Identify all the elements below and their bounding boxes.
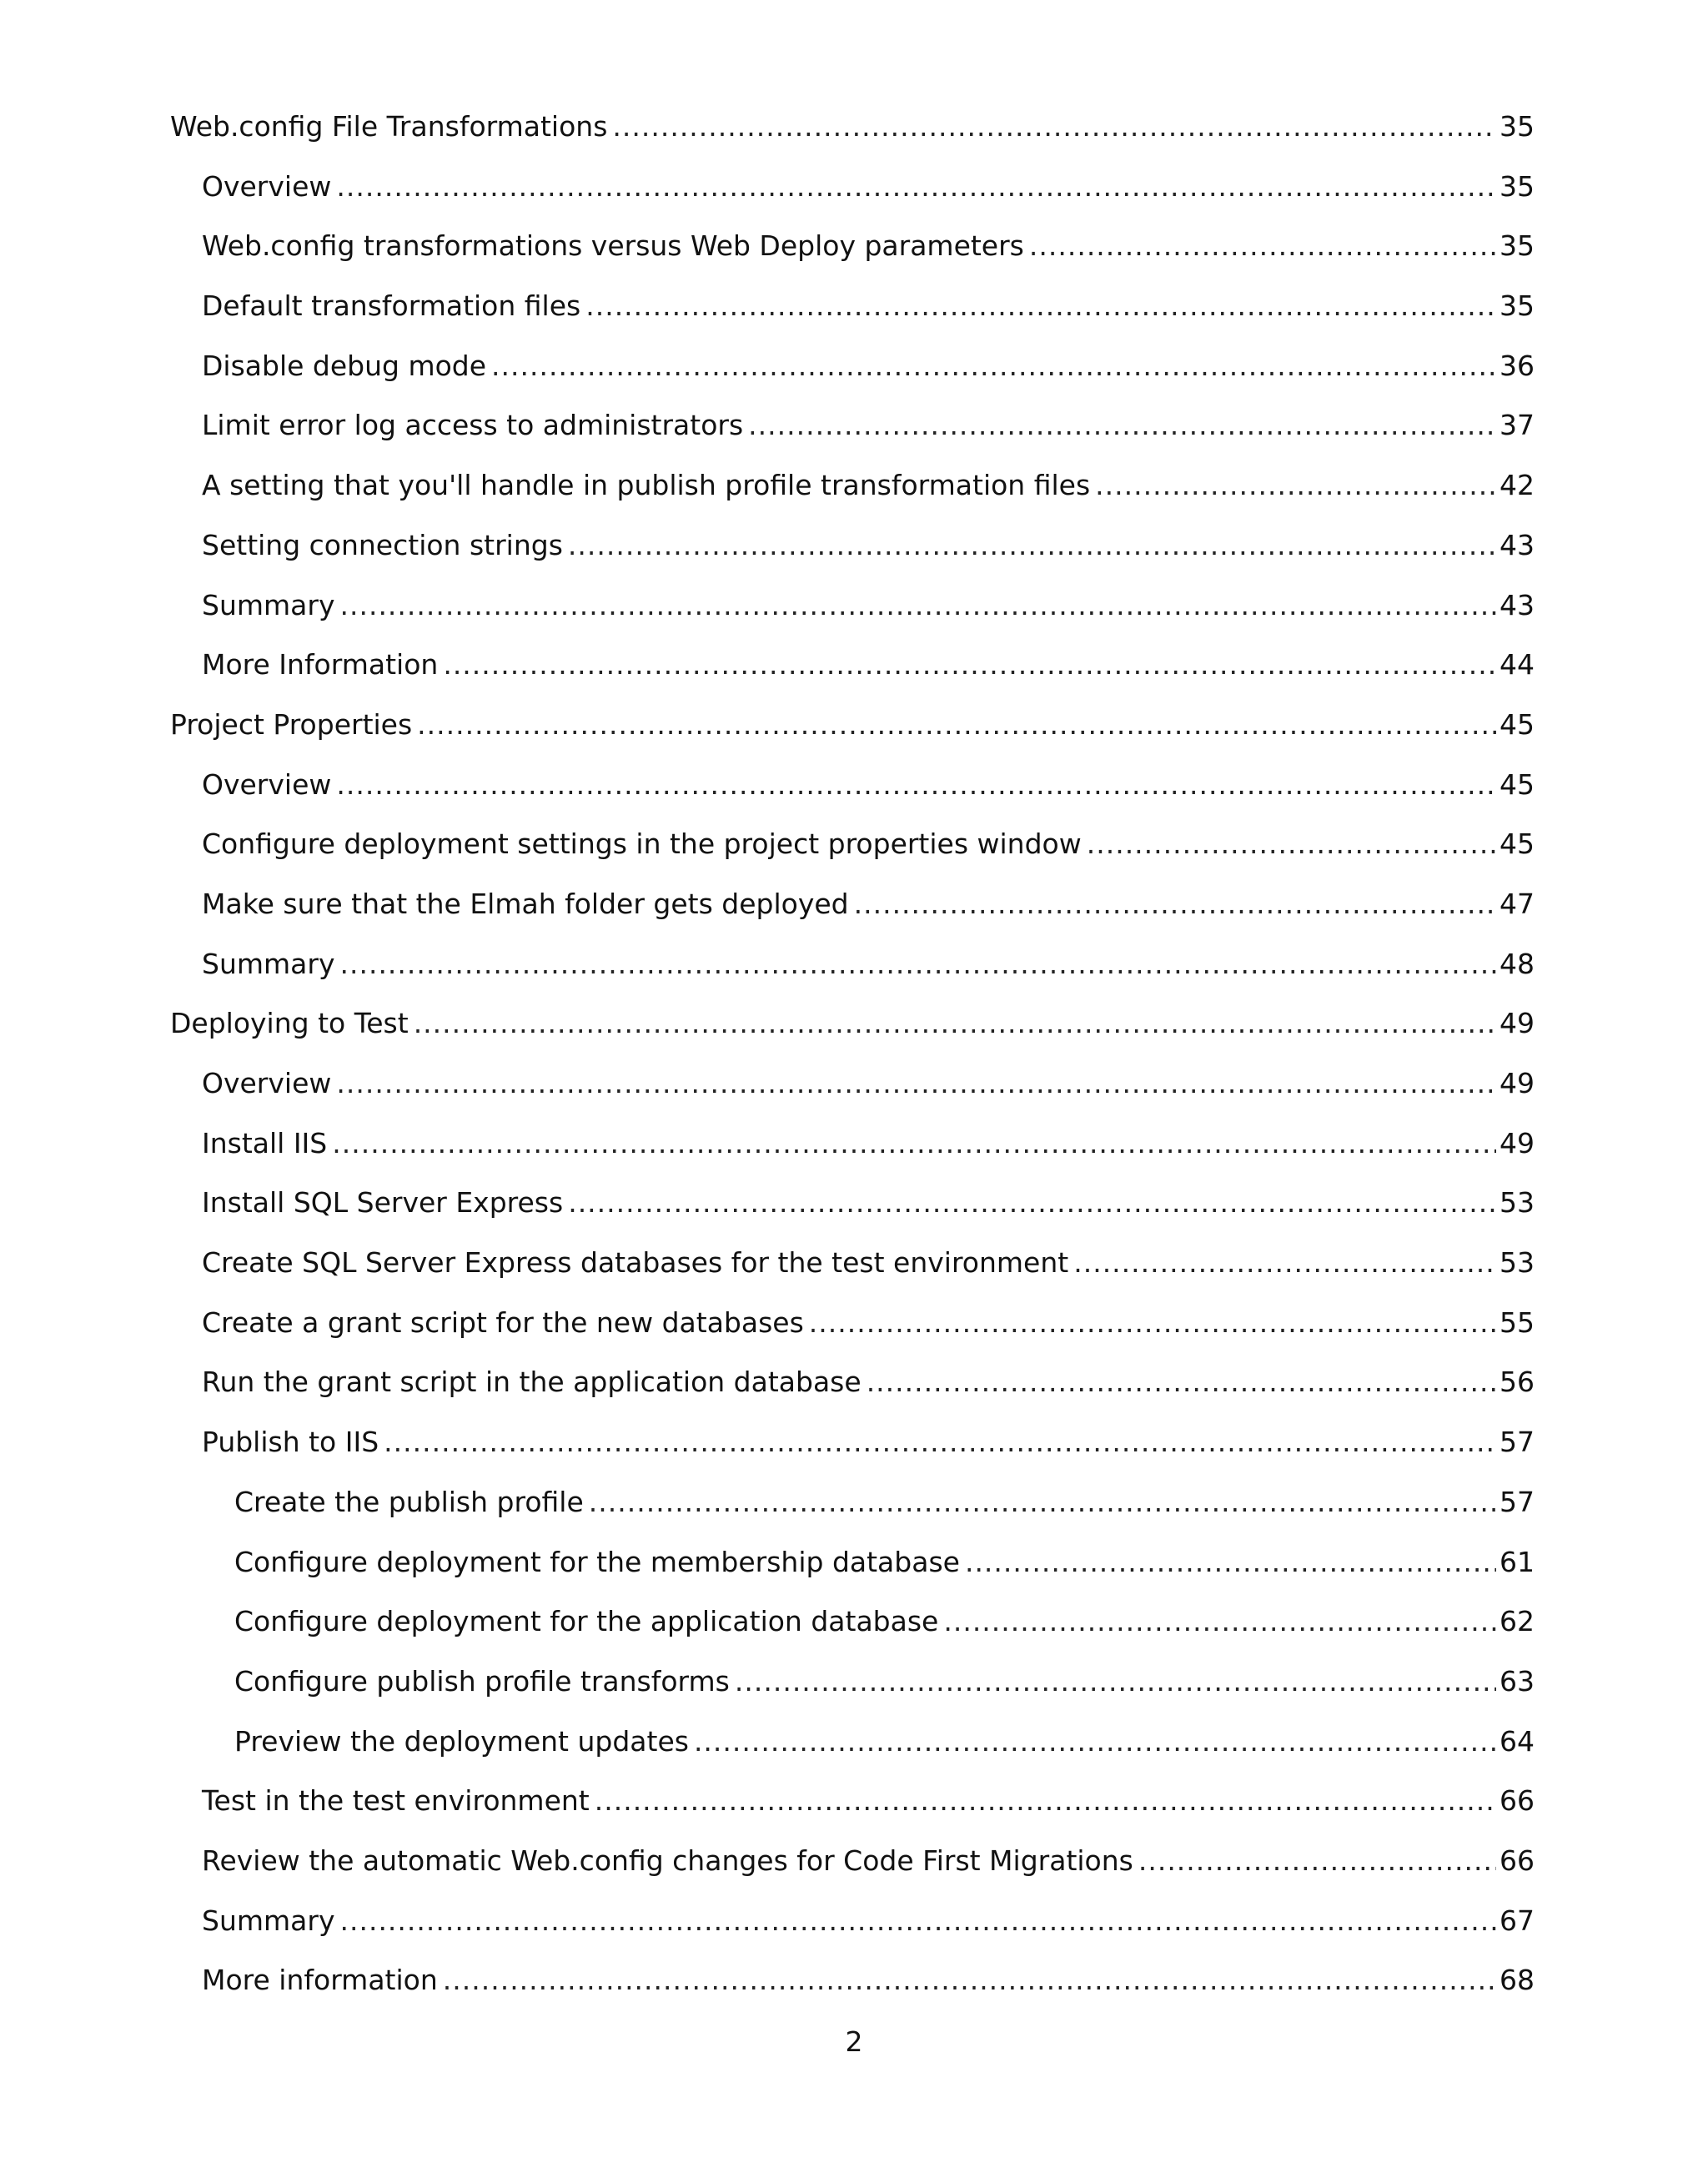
toc-entry[interactable] [170,521,1535,581]
table-of-contents [170,102,1535,2015]
toc-entry-page-number: 47 [1500,887,1535,920]
toc-entry-page-number: 67 [1500,1904,1535,1937]
toc-entry-page-number: 66 [1500,1784,1535,1818]
toc-entry-title: Overview [202,1067,332,1099]
toc-entry-title: Run the grant script in the application database [202,1366,862,1399]
toc-entry-title: Install IIS [202,1126,328,1159]
toc-entry-page-number: 62 [1500,1605,1535,1638]
toc-entry-page-number: 57 [1500,1485,1535,1518]
toc-entry[interactable] [170,221,1535,281]
dot-leader [443,1955,1496,2005]
toc-entry-title: Create a grant script for the new databases [202,1305,804,1339]
toc-entry-title: Limit error log access to administrators [202,409,744,442]
dot-leader [1087,819,1496,869]
toc-entry-title: Summary [202,947,335,980]
toc-entry[interactable] [170,760,1535,820]
toc-entry-page-number: 45 [1500,767,1535,801]
toc-entry-title: More information [202,1964,438,1997]
toc-entry-title: Publish to IIS [202,1426,379,1459]
toc-entry[interactable] [170,341,1535,401]
toc-entry[interactable] [170,939,1535,999]
toc-entry-title: Configure publish profile transforms [234,1664,730,1698]
toc-entry-page-number: 37 [1500,409,1535,442]
toc-entry[interactable] [170,640,1535,700]
toc-entry-title: Configure deployment for the membership database [234,1545,960,1578]
dot-leader [332,1119,1496,1169]
dot-leader [965,1537,1496,1587]
toc-entry-title: Deploying to Test [170,1007,409,1040]
toc-entry[interactable] [170,1836,1535,1896]
toc-entry[interactable] [170,819,1535,879]
toc-entry-page-number: 43 [1500,588,1535,621]
toc-entry[interactable] [170,281,1535,341]
toc-entry-title: Default transformation files [202,289,581,323]
toc-entry-title: Make sure that the Elmah folder gets deployed [202,887,849,920]
toc-entry[interactable] [170,1357,1535,1417]
toc-entry-title: Configure deployment for the application database [234,1605,939,1638]
toc-entry-title: Test in the test environment [202,1784,590,1818]
toc-entry-page-number: 35 [1500,229,1535,263]
toc-entry-page-number: 57 [1500,1426,1535,1459]
toc-entry-page-number: 49 [1500,1007,1535,1040]
dot-leader [339,939,1496,989]
toc-entry-page-number: 64 [1500,1724,1535,1758]
toc-entry-page-number: 61 [1500,1545,1535,1578]
toc-entry-page-number: 53 [1500,1186,1535,1220]
toc-entry-page-number: 66 [1500,1844,1535,1877]
dot-leader [748,400,1496,450]
toc-entry-title: Preview the deployment updates [234,1724,689,1758]
dot-leader [735,1657,1496,1707]
toc-entry-title: Create the publish profile [234,1485,584,1518]
dot-leader [568,1178,1496,1228]
dot-leader [1095,460,1496,511]
toc-entry-page-number: 36 [1500,349,1535,382]
dot-leader [694,1717,1496,1767]
toc-entry-title: More Information [202,648,439,682]
page-number: 2 [845,2025,863,2058]
toc-entry-page-number: 68 [1500,1964,1535,1997]
dot-leader [1029,221,1496,271]
toc-entry[interactable] [170,1477,1535,1537]
dot-leader [336,162,1496,212]
dot-leader [414,998,1496,1049]
toc-entry-page-number: 53 [1500,1246,1535,1280]
toc-entry[interactable] [170,1059,1535,1119]
toc-entry-page-number: 49 [1500,1126,1535,1159]
toc-entry-page-number: 56 [1500,1366,1535,1399]
toc-entry-title: Web.config File Transformations [170,110,608,143]
dot-leader [491,341,1496,391]
toc-entry-page-number: 42 [1500,469,1535,502]
toc-entry[interactable] [170,1597,1535,1657]
dot-leader [809,1298,1496,1348]
toc-entry[interactable] [170,700,1535,760]
toc-entry-title: Project Properties [170,707,413,741]
toc-entry-page-number: 55 [1500,1305,1535,1339]
dot-leader [336,1059,1496,1109]
dot-leader [854,879,1496,929]
toc-entry[interactable] [170,162,1535,222]
dot-leader [443,640,1496,690]
toc-entry-title: Overview [202,169,332,203]
toc-entry-title: Create SQL Server Express databases for the test environment [202,1246,1069,1280]
dot-leader [384,1417,1496,1467]
toc-entry-title: Disable debug mode [202,349,487,382]
toc-entry[interactable] [170,1238,1535,1298]
toc-entry-title: Overview [202,767,332,801]
toc-entry-title: Review the automatic Web.config changes for Code First Migrations [202,1844,1133,1877]
toc-entry-page-number: 43 [1500,528,1535,561]
toc-entry[interactable] [170,1717,1535,1777]
toc-entry-title: Setting connection strings [202,528,563,561]
toc-entry-page-number: 35 [1500,289,1535,323]
dot-leader [595,1776,1496,1826]
toc-entry-title: Web.config transformations versus Web Deploy parameters [202,229,1024,263]
toc-entry-title: A setting that you'll handle in publish profile transformation files [202,469,1091,502]
toc-entry[interactable] [170,1178,1535,1238]
dot-leader [585,281,1496,331]
toc-entry[interactable] [170,998,1535,1059]
dot-leader [943,1597,1496,1647]
dot-leader [339,581,1496,631]
toc-entry[interactable] [170,1119,1535,1179]
dot-leader [589,1477,1496,1527]
dot-leader [867,1357,1496,1407]
toc-entry-title: Summary [202,588,335,621]
toc-entry-title: Install SQL Server Express [202,1186,564,1220]
toc-entry-page-number: 49 [1500,1067,1535,1099]
toc-entry-page-number: 35 [1500,169,1535,203]
toc-entry-page-number: 45 [1500,827,1535,861]
toc-entry-title: Configure deployment settings in the project properties window [202,827,1082,861]
dot-leader [1138,1836,1496,1886]
toc-entry[interactable] [170,102,1535,162]
dot-leader [1073,1238,1496,1288]
dot-leader [568,521,1496,571]
toc-entry[interactable] [170,1776,1535,1836]
dot-leader [417,700,1496,750]
toc-entry[interactable] [170,1417,1535,1477]
toc-entry-page-number: 45 [1500,707,1535,741]
toc-entry[interactable] [170,400,1535,460]
toc-entry[interactable] [170,1298,1535,1358]
toc-entry[interactable] [170,879,1535,939]
dot-leader [339,1896,1496,1946]
toc-entry-page-number: 44 [1500,648,1535,682]
toc-entry[interactable] [170,1537,1535,1597]
toc-entry-title: Summary [202,1904,335,1937]
toc-entry[interactable] [170,581,1535,641]
toc-entry[interactable] [170,1955,1535,2015]
toc-entry[interactable] [170,1896,1535,1956]
toc-entry-page-number: 35 [1500,110,1535,143]
toc-entry[interactable] [170,1657,1535,1717]
dot-leader [336,760,1496,810]
toc-entry-page-number: 48 [1500,947,1535,980]
toc-entry-page-number: 63 [1500,1664,1535,1698]
dot-leader [612,102,1496,152]
toc-entry[interactable] [170,460,1535,521]
